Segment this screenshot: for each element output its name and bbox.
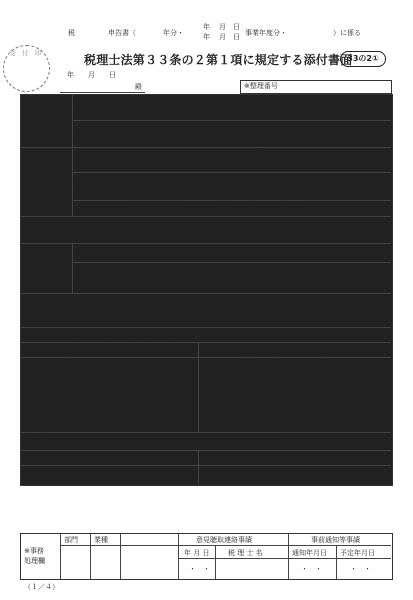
section2-col1-header: 帳 簿 書 類 の 名 称 bbox=[66, 455, 157, 463]
divider bbox=[20, 357, 391, 358]
seal-mark: ㊞ bbox=[371, 100, 381, 110]
power-of-attorney-label: 税務代理権限証書の提出 bbox=[24, 226, 101, 234]
year-portion-label: 年分・ bbox=[163, 29, 184, 37]
divider bbox=[90, 533, 91, 579]
association-value: 税理士会 支部 登録番号 第 号 bbox=[186, 205, 333, 213]
divider bbox=[72, 200, 391, 201]
divider bbox=[178, 558, 391, 559]
divider bbox=[20, 342, 391, 343]
divider bbox=[336, 546, 337, 579]
client-phone-label: 電話（ ） － bbox=[253, 281, 313, 289]
statement-line-2: １から４に掲げる事項であります。 bbox=[26, 313, 138, 321]
client-label: 依 頼 者 bbox=[30, 263, 65, 271]
divider bbox=[20, 293, 391, 294]
processing-label: ※事務 処理欄 bbox=[24, 547, 45, 565]
concerning-label: ）に係る bbox=[333, 29, 361, 37]
notice-date-label: 通知年月日 bbox=[292, 549, 327, 557]
accountant-name-column-label: 税 理 士 名 bbox=[228, 549, 263, 557]
divider bbox=[20, 450, 391, 451]
main-form-frame bbox=[20, 94, 393, 486]
divider bbox=[20, 432, 391, 433]
section1-title: １ 自ら作成記入した帳簿書類に記載されている事項 bbox=[33, 331, 201, 339]
department-label: 部門 bbox=[64, 536, 78, 544]
preparer-phone-label: 電話（ ） － bbox=[253, 190, 313, 198]
divider bbox=[72, 262, 391, 263]
power-of-attorney-value: 有（ ）・無 bbox=[170, 226, 335, 234]
divider bbox=[215, 546, 216, 579]
divider bbox=[288, 533, 289, 579]
client-address-label: 住所又は事務所 の 所 在 地 bbox=[77, 266, 126, 283]
return-label: 申告書（ bbox=[108, 29, 136, 37]
divider bbox=[198, 342, 199, 432]
date-column-label: 年 月 日 bbox=[184, 549, 210, 557]
divider bbox=[178, 533, 179, 579]
divider bbox=[60, 533, 61, 579]
addressee-suffix: 殿 bbox=[135, 83, 142, 91]
office-label: 事務所の所在地 bbox=[77, 130, 126, 138]
tax-accountant-group-label: 税理士又は 税理士法人 bbox=[24, 114, 59, 133]
page-title: 税理士法第３３条の２第１項に規定する添付書面 bbox=[84, 53, 353, 67]
preparer-office-label: 事務所の所在地 bbox=[77, 182, 126, 190]
month-day-label-1: 月 日 bbox=[219, 23, 240, 31]
tax-label: 税 bbox=[68, 29, 75, 37]
divider bbox=[72, 243, 73, 293]
divider bbox=[20, 465, 391, 466]
date-label: 年 月 日 bbox=[67, 71, 116, 79]
year-label-2: 年 bbox=[203, 33, 210, 41]
divider bbox=[72, 172, 391, 173]
business-year-label: 事業年度分・ bbox=[245, 29, 287, 37]
statement-line-1: 私（当法人）が申告書の作成に関し、計算し、整理し、又は相談に応じた事項は、下記の bbox=[36, 301, 316, 309]
scheduled-date-label: 予定年月日 bbox=[340, 549, 375, 557]
association-label: 所属税理士会等 bbox=[77, 205, 126, 213]
month-day-label-2: 月 日 bbox=[219, 33, 240, 41]
date-dots-3: ・ ・ bbox=[350, 565, 371, 573]
page-number: （１／４） bbox=[24, 583, 59, 591]
section2-title: ２ 提示を受けた帳簿書類（備考欄の帳簿書類を除く。）に記載されている事項 bbox=[33, 437, 282, 445]
divider bbox=[72, 120, 391, 121]
addressee-underline bbox=[60, 92, 145, 93]
date-dots-1: ・ ・ bbox=[189, 565, 210, 573]
year-label-1: 年 bbox=[203, 23, 210, 31]
phone-label: 電話（ ） － bbox=[253, 138, 313, 146]
advance-notice-label: 事前通知等事績 bbox=[311, 536, 360, 544]
name-label: 氏名又は名称 bbox=[77, 102, 119, 110]
section1-col2-header: 作成記入の基礎となった書類等 bbox=[234, 347, 332, 355]
reception-stamp-label: 受 付 印 bbox=[9, 49, 42, 57]
form-number-badge: 33の2① bbox=[340, 51, 386, 67]
divider bbox=[198, 450, 199, 484]
hearing-record-label: 意見聴取連絡事績 bbox=[196, 536, 252, 544]
seal-mark-2: ㊞ bbox=[371, 154, 381, 164]
divider bbox=[120, 533, 121, 579]
divider bbox=[20, 243, 391, 244]
reference-number-label: ※整理番号 bbox=[244, 82, 278, 90]
divider bbox=[20, 327, 391, 328]
date-dots-2: ・ ・ bbox=[301, 565, 322, 573]
divider bbox=[20, 147, 391, 148]
preparer-name-label: 氏 名 bbox=[77, 156, 119, 164]
divider bbox=[20, 216, 391, 217]
section1-col1-header: 帳 簿 書 類 の 名 称 bbox=[66, 347, 157, 355]
section2-col2-header: 備 考 bbox=[240, 455, 310, 463]
industry-label: 業種 bbox=[94, 536, 108, 544]
client-name-label: 氏名又は名称 bbox=[77, 249, 119, 257]
divider bbox=[72, 95, 73, 216]
divider bbox=[60, 545, 391, 546]
preparer-group-label: 書面作成に 係る税理士 bbox=[24, 176, 59, 195]
